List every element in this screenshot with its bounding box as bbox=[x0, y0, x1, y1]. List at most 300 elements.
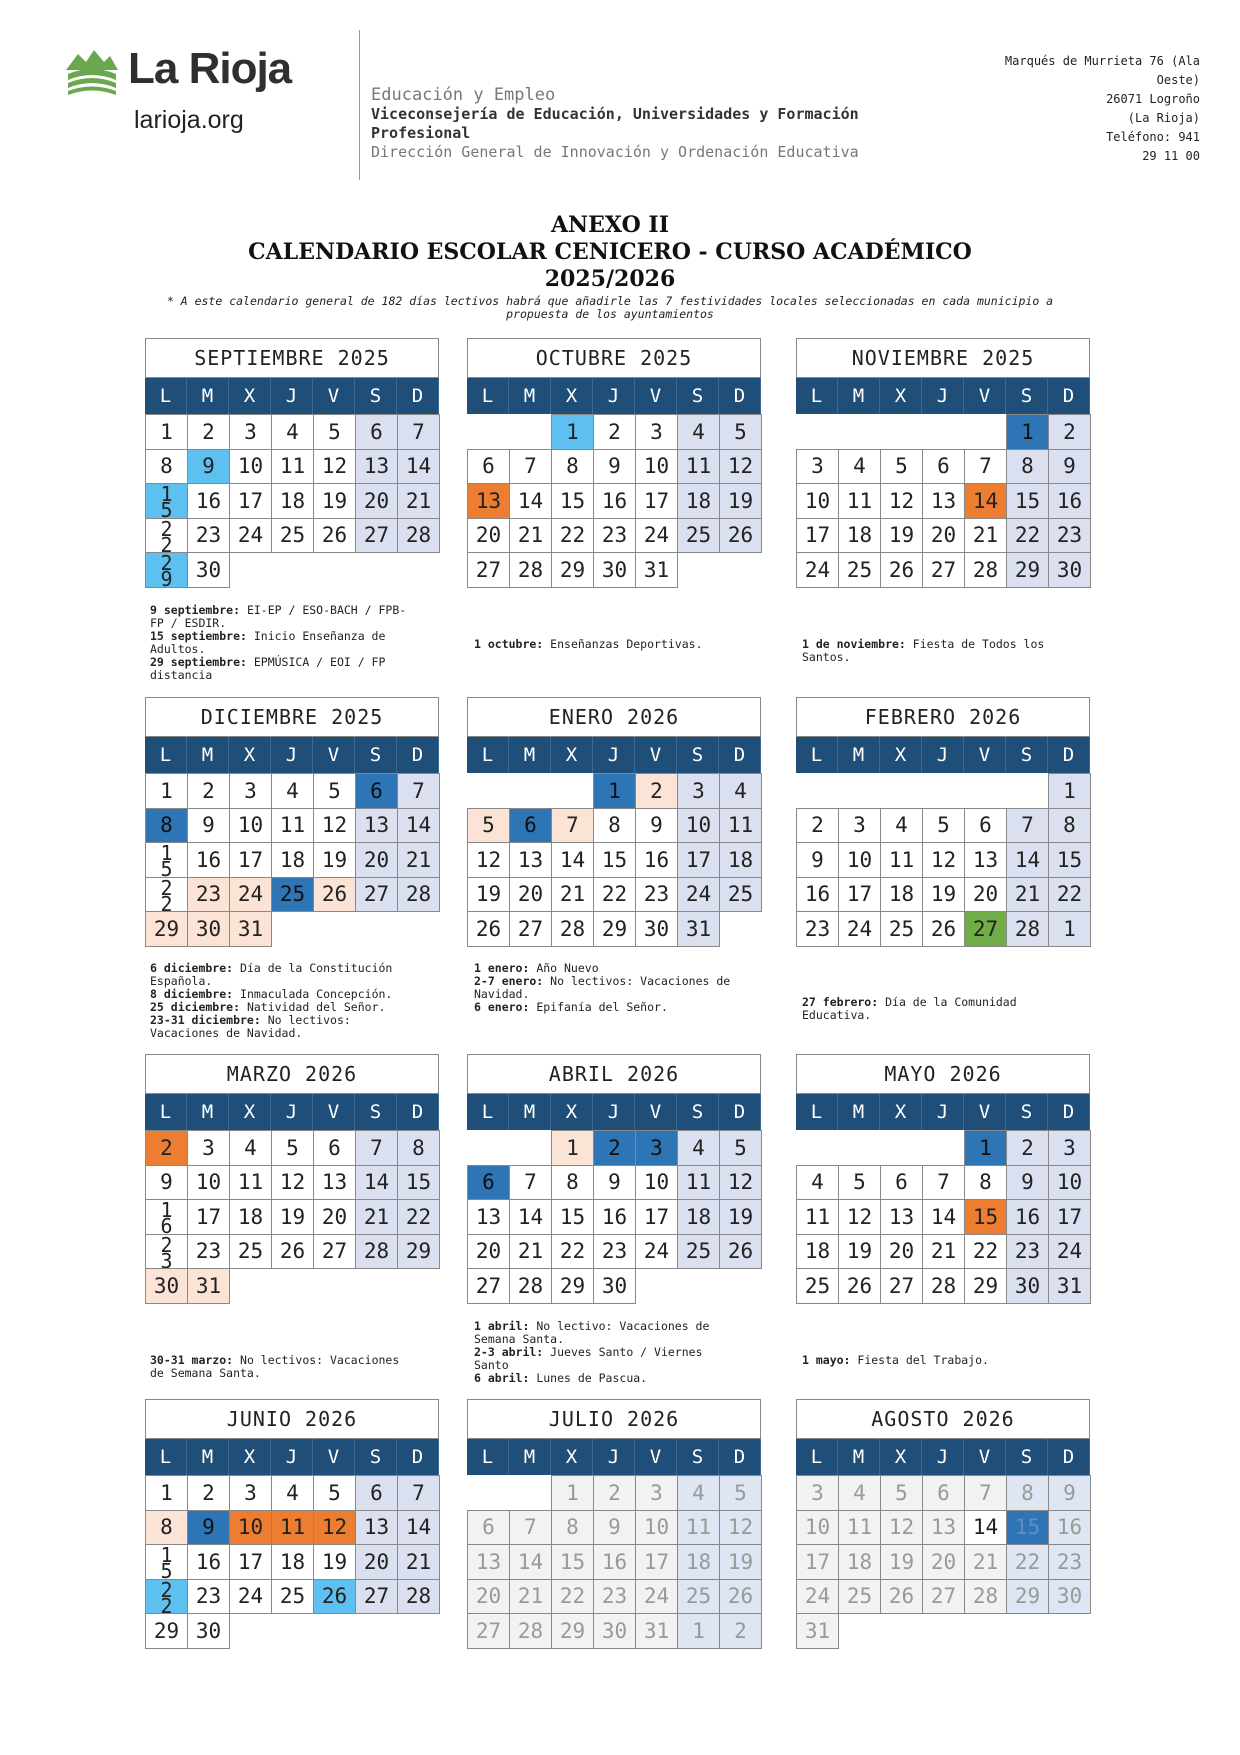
day-cell: 22 bbox=[1006, 518, 1049, 554]
weekday-header: M bbox=[187, 1439, 229, 1475]
day-cell: 7 bbox=[551, 808, 594, 844]
day-cell: 3 bbox=[1048, 1130, 1091, 1166]
note-date: 30-31 marzo: bbox=[150, 1353, 234, 1367]
empty-cell bbox=[964, 414, 1007, 450]
day-cell: 6 bbox=[880, 1165, 923, 1201]
day-cell: 20 bbox=[880, 1234, 923, 1270]
note-date: 1 octubre: bbox=[474, 637, 544, 651]
day-cell: 14 bbox=[922, 1199, 965, 1235]
day-cell: 18 bbox=[229, 1199, 272, 1235]
day-cell: 13 bbox=[355, 1510, 398, 1546]
month-calendar bbox=[145, 697, 439, 946]
weekday-header: J bbox=[271, 1439, 313, 1475]
day-cell: 23 bbox=[593, 1234, 636, 1270]
month-calendar bbox=[796, 1054, 1090, 1303]
month-grid bbox=[796, 1439, 1090, 1648]
month-title: JUNIO 2026 bbox=[145, 1399, 439, 1439]
day-cell: 22 bbox=[593, 877, 636, 913]
day-cell: 4 bbox=[271, 414, 314, 450]
month-grid bbox=[467, 378, 761, 587]
day-cell: 8 bbox=[145, 1510, 188, 1546]
day-cell: 5 bbox=[313, 1475, 356, 1511]
day-cell: 1 6 bbox=[145, 1199, 188, 1235]
day-cell: 29 bbox=[145, 911, 188, 947]
day-cell: 30 bbox=[1006, 1268, 1049, 1304]
day-cell: 3 bbox=[796, 1475, 839, 1511]
day-cell: 27 bbox=[313, 1234, 356, 1270]
day-cell: 7 bbox=[397, 414, 440, 450]
month-calendar bbox=[796, 1399, 1090, 1648]
day-cell: 6 bbox=[355, 1475, 398, 1511]
month-notes bbox=[150, 962, 420, 1040]
weekday-header: D bbox=[1048, 737, 1090, 773]
day-cell: 1 5 bbox=[145, 1544, 188, 1580]
day-cell: 27 bbox=[467, 1613, 510, 1649]
day-cell: 4 bbox=[838, 449, 881, 485]
day-cell: 30 bbox=[593, 552, 636, 588]
day-cell: 12 bbox=[313, 449, 356, 485]
day-cell: 11 bbox=[838, 1510, 881, 1546]
day-cell: 21 bbox=[551, 877, 594, 913]
day-cell: 19 bbox=[719, 483, 762, 519]
note-date: 23-31 diciembre: bbox=[150, 1013, 261, 1027]
day-cell: 27 bbox=[964, 911, 1007, 947]
day-cell: 3 bbox=[635, 1130, 678, 1166]
weekday-header: X bbox=[229, 1439, 271, 1475]
note-line bbox=[150, 656, 420, 682]
day-cell: 9 bbox=[187, 808, 230, 844]
day-cell: 4 bbox=[229, 1130, 272, 1166]
day-cell: 14 bbox=[397, 1510, 440, 1546]
day-cell: 10 bbox=[838, 842, 881, 878]
day-cell: 24 bbox=[796, 552, 839, 588]
dept-line-3: Dirección General de Innovación y Ordenación Educativa bbox=[371, 143, 859, 161]
weekday-header: X bbox=[551, 737, 593, 773]
day-cell: 10 bbox=[635, 449, 678, 485]
weekday-header: J bbox=[593, 1439, 635, 1475]
day-cell: 13 bbox=[467, 1199, 510, 1235]
empty-cell bbox=[467, 773, 510, 809]
day-cell: 15 bbox=[593, 842, 636, 878]
day-cell: 11 bbox=[796, 1199, 839, 1235]
day-cell: 9 bbox=[187, 449, 230, 485]
day-cell: 4 bbox=[271, 1475, 314, 1511]
day-cell: 2 bbox=[1048, 414, 1091, 450]
day-cell: 25 bbox=[271, 518, 314, 554]
day-cell: 27 bbox=[880, 1268, 923, 1304]
day-cell: 17 bbox=[229, 842, 272, 878]
empty-cell bbox=[509, 1475, 552, 1511]
day-cell: 19 bbox=[719, 1544, 762, 1580]
empty-cell bbox=[467, 1475, 510, 1511]
day-cell: 1 bbox=[593, 773, 636, 809]
day-cell: 9 bbox=[187, 1510, 230, 1546]
day-cell: 19 bbox=[880, 1544, 923, 1580]
month-grid bbox=[145, 1439, 439, 1648]
day-cell: 7 bbox=[509, 449, 552, 485]
weekday-header: V bbox=[313, 737, 355, 773]
day-cell: 18 bbox=[880, 877, 923, 913]
weekday-header: L bbox=[145, 378, 187, 414]
weekday-header: J bbox=[922, 378, 964, 414]
month-notes bbox=[474, 1320, 744, 1385]
day-cell: 17 bbox=[796, 1544, 839, 1580]
note-line bbox=[802, 638, 1072, 664]
day-cell: 16 bbox=[187, 483, 230, 519]
weekday-header: X bbox=[551, 378, 593, 414]
day-cell: 3 bbox=[187, 1130, 230, 1166]
weekday-header: S bbox=[1006, 1439, 1048, 1475]
logo-name: La Rioja bbox=[128, 44, 292, 93]
day-cell: 7 bbox=[509, 1165, 552, 1201]
day-cell: 7 bbox=[397, 773, 440, 809]
day-cell: 8 bbox=[145, 449, 188, 485]
weekday-header: L bbox=[796, 1094, 838, 1130]
day-cell: 5 bbox=[313, 773, 356, 809]
day-cell: 1 bbox=[551, 414, 594, 450]
day-cell: 23 bbox=[635, 877, 678, 913]
weekday-header: S bbox=[1006, 1094, 1048, 1130]
day-cell: 16 bbox=[593, 483, 636, 519]
day-cell: 17 bbox=[1048, 1199, 1091, 1235]
note-text: No lectivos: Vacaciones de Semana Santa. bbox=[150, 1353, 400, 1380]
note-date: 15 septiembre: bbox=[150, 629, 247, 643]
day-cell: 17 bbox=[677, 842, 720, 878]
weekday-header: M bbox=[509, 737, 551, 773]
day-cell: 16 bbox=[187, 842, 230, 878]
day-cell: 21 bbox=[964, 1544, 1007, 1580]
day-cell: 20 bbox=[509, 877, 552, 913]
day-cell: 12 bbox=[719, 1510, 762, 1546]
note-text: No lectivos: Vacaciones de Navidad. bbox=[474, 974, 731, 1001]
day-cell: 23 bbox=[796, 911, 839, 947]
weekday-header: X bbox=[551, 1094, 593, 1130]
day-cell: 12 bbox=[271, 1165, 314, 1201]
day-cell: 6 bbox=[313, 1130, 356, 1166]
day-cell: 31 bbox=[677, 911, 720, 947]
dept-line-2: Viceconsejería de Educación, Universidades y Formación Profesional bbox=[371, 105, 859, 142]
day-cell: 6 bbox=[964, 808, 1007, 844]
day-cell: 16 bbox=[1006, 1199, 1049, 1235]
weekday-header: V bbox=[635, 737, 677, 773]
day-cell: 26 bbox=[719, 518, 762, 554]
weekday-header: D bbox=[1048, 378, 1090, 414]
day-cell: 14 bbox=[509, 1199, 552, 1235]
note-date: 2-7 enero: bbox=[474, 974, 544, 988]
day-cell: 30 bbox=[1048, 1579, 1091, 1615]
day-cell: 5 bbox=[880, 1475, 923, 1511]
day-cell: 28 bbox=[509, 1268, 552, 1304]
note-date: 1 mayo: bbox=[802, 1353, 851, 1367]
month-title: NOVIEMBRE 2025 bbox=[796, 338, 1090, 378]
month-grid bbox=[796, 378, 1090, 587]
day-cell: 18 bbox=[271, 1544, 314, 1580]
day-cell: 29 bbox=[551, 552, 594, 588]
month-title: FEBRERO 2026 bbox=[796, 697, 1090, 737]
day-cell: 4 bbox=[677, 414, 720, 450]
note-text: No lectivos: Vacaciones de Navidad. bbox=[150, 1013, 351, 1040]
day-cell: 23 bbox=[187, 1579, 230, 1615]
day-cell: 11 bbox=[880, 842, 923, 878]
weekday-header: V bbox=[635, 1439, 677, 1475]
day-cell: 31 bbox=[1048, 1268, 1091, 1304]
day-cell: 7 bbox=[1006, 808, 1049, 844]
day-cell: 20 bbox=[964, 877, 1007, 913]
note-text: Día de la Constitución Española. bbox=[150, 961, 393, 988]
weekday-header: L bbox=[467, 737, 509, 773]
day-cell: 14 bbox=[964, 483, 1007, 519]
day-cell: 8 bbox=[1048, 808, 1091, 844]
day-cell: 13 bbox=[964, 842, 1007, 878]
day-cell: 27 bbox=[467, 552, 510, 588]
day-cell: 23 bbox=[593, 1579, 636, 1615]
day-cell: 13 bbox=[922, 483, 965, 519]
day-cell: 2 bbox=[593, 414, 636, 450]
weekday-header: V bbox=[964, 1094, 1006, 1130]
day-cell: 31 bbox=[229, 911, 272, 947]
weekday-header: M bbox=[187, 1094, 229, 1130]
weekday-header: V bbox=[964, 378, 1006, 414]
month-grid bbox=[145, 737, 439, 946]
day-cell: 26 bbox=[880, 1579, 923, 1615]
mountain-logo-icon bbox=[64, 46, 120, 96]
day-cell: 22 bbox=[1006, 1544, 1049, 1580]
weekday-header: M bbox=[838, 378, 880, 414]
weekday-header: X bbox=[880, 1439, 922, 1475]
day-cell: 13 bbox=[509, 842, 552, 878]
weekday-header: V bbox=[635, 1094, 677, 1130]
day-cell: 25 bbox=[271, 877, 314, 913]
note-date: 27 febrero: bbox=[802, 995, 879, 1009]
day-cell: 16 bbox=[796, 877, 839, 913]
day-cell: 2 bbox=[187, 414, 230, 450]
weekday-header: M bbox=[838, 737, 880, 773]
day-cell: 14 bbox=[355, 1165, 398, 1201]
day-cell: 10 bbox=[187, 1165, 230, 1201]
day-cell: 7 bbox=[922, 1165, 965, 1201]
day-cell: 23 bbox=[1048, 518, 1091, 554]
address-line: (La Rioja) bbox=[1127, 111, 1200, 125]
day-cell: 10 bbox=[635, 1165, 678, 1201]
day-cell: 1 bbox=[1048, 911, 1091, 947]
day-cell: 15 bbox=[1048, 842, 1091, 878]
day-cell: 29 bbox=[593, 911, 636, 947]
address-block bbox=[960, 52, 1200, 166]
address-line: Teléfono: 941 bbox=[1106, 130, 1200, 144]
empty-cell bbox=[964, 773, 1007, 809]
day-cell: 20 bbox=[355, 1544, 398, 1580]
month-notes bbox=[150, 604, 420, 682]
day-cell: 16 bbox=[593, 1544, 636, 1580]
title-line-2: CALENDARIO ESCOLAR CENICERO - CURSO ACADÉMICO bbox=[248, 239, 972, 265]
day-cell: 13 bbox=[355, 449, 398, 485]
empty-cell bbox=[509, 414, 552, 450]
weekday-header: D bbox=[719, 1094, 761, 1130]
month-grid bbox=[796, 737, 1090, 946]
day-cell: 24 bbox=[229, 518, 272, 554]
day-cell: 29 bbox=[551, 1613, 594, 1649]
day-cell: 2 bbox=[187, 773, 230, 809]
day-cell: 23 bbox=[1048, 1544, 1091, 1580]
day-cell: 2 2 bbox=[145, 877, 188, 913]
empty-cell bbox=[796, 414, 839, 450]
day-cell: 11 bbox=[677, 1510, 720, 1546]
day-cell: 10 bbox=[796, 1510, 839, 1546]
month-title: ENERO 2026 bbox=[467, 697, 761, 737]
day-cell: 4 bbox=[677, 1130, 720, 1166]
day-cell: 25 bbox=[677, 1579, 720, 1615]
day-cell: 18 bbox=[838, 1544, 881, 1580]
day-cell: 17 bbox=[635, 483, 678, 519]
day-cell: 27 bbox=[355, 1579, 398, 1615]
day-cell: 19 bbox=[313, 842, 356, 878]
day-cell: 20 bbox=[467, 1234, 510, 1270]
day-cell: 18 bbox=[838, 518, 881, 554]
day-cell: 3 bbox=[796, 449, 839, 485]
note-text: Lunes de Pascua. bbox=[529, 1371, 648, 1385]
day-cell: 8 bbox=[145, 808, 188, 844]
la-rioja-logo bbox=[64, 44, 304, 144]
day-cell: 6 bbox=[355, 414, 398, 450]
day-cell: 25 bbox=[677, 1234, 720, 1270]
note-text: Fiesta de Todos los Santos. bbox=[802, 637, 1045, 664]
title-note: * A este calendario general de 182 días lectivos habrá que añadirle las 7 festividades locales seleccionadas en cada municipio a propuesta de los ayuntamientos bbox=[166, 294, 1054, 321]
day-cell: 11 bbox=[271, 449, 314, 485]
day-cell: 23 bbox=[593, 518, 636, 554]
day-cell: 3 bbox=[229, 414, 272, 450]
day-cell: 26 bbox=[719, 1234, 762, 1270]
month-notes bbox=[474, 962, 744, 1014]
month-title: ABRIL 2026 bbox=[467, 1054, 761, 1094]
weekday-header: S bbox=[677, 1439, 719, 1475]
weekday-header: S bbox=[677, 737, 719, 773]
month-grid bbox=[467, 1439, 761, 1648]
day-cell: 23 bbox=[1006, 1234, 1049, 1270]
day-cell: 1 bbox=[145, 1475, 188, 1511]
day-cell: 4 bbox=[719, 773, 762, 809]
day-cell: 7 bbox=[355, 1130, 398, 1166]
note-line bbox=[474, 1372, 744, 1385]
day-cell: 22 bbox=[551, 518, 594, 554]
weekday-header: J bbox=[593, 378, 635, 414]
empty-cell bbox=[796, 773, 839, 809]
day-cell: 25 bbox=[838, 552, 881, 588]
month-title: JULIO 2026 bbox=[467, 1399, 761, 1439]
day-cell: 20 bbox=[922, 1544, 965, 1580]
weekday-header: S bbox=[677, 378, 719, 414]
day-cell: 19 bbox=[719, 1199, 762, 1235]
month-calendar bbox=[467, 1054, 761, 1303]
day-cell: 5 bbox=[719, 1475, 762, 1511]
empty-cell bbox=[922, 1130, 965, 1166]
day-cell: 24 bbox=[635, 1579, 678, 1615]
day-cell: 2 bbox=[187, 1475, 230, 1511]
weekday-header: M bbox=[509, 378, 551, 414]
day-cell: 30 bbox=[593, 1268, 636, 1304]
day-cell: 22 bbox=[1048, 877, 1091, 913]
day-cell: 28 bbox=[397, 518, 440, 554]
day-cell: 24 bbox=[635, 1234, 678, 1270]
day-cell: 10 bbox=[796, 483, 839, 519]
day-cell: 5 bbox=[719, 414, 762, 450]
day-cell: 2 bbox=[1006, 1130, 1049, 1166]
day-cell: 10 bbox=[1048, 1165, 1091, 1201]
day-cell: 29 bbox=[1006, 552, 1049, 588]
day-cell: 8 bbox=[1006, 449, 1049, 485]
weekday-header: D bbox=[397, 737, 439, 773]
weekday-header: D bbox=[719, 378, 761, 414]
weekday-header: L bbox=[145, 737, 187, 773]
note-date: 8 diciembre: bbox=[150, 987, 234, 1001]
day-cell: 17 bbox=[187, 1199, 230, 1235]
weekday-header: X bbox=[229, 737, 271, 773]
day-cell: 17 bbox=[796, 518, 839, 554]
day-cell: 15 bbox=[1006, 483, 1049, 519]
note-text: Inicio Enseñanza de Adultos. bbox=[150, 629, 386, 656]
day-cell: 17 bbox=[229, 1544, 272, 1580]
note-date: 1 de noviembre: bbox=[802, 637, 906, 651]
month-notes bbox=[802, 1354, 1072, 1367]
note-date: 1 enero: bbox=[474, 961, 530, 975]
weekday-header: M bbox=[187, 737, 229, 773]
department-info bbox=[371, 86, 919, 162]
empty-cell bbox=[1006, 773, 1049, 809]
day-cell: 7 bbox=[509, 1510, 552, 1546]
day-cell: 10 bbox=[229, 1510, 272, 1546]
empty-cell bbox=[880, 1130, 923, 1166]
weekday-header: D bbox=[1048, 1094, 1090, 1130]
note-text: Jueves Santo / Viernes Santo bbox=[474, 1345, 703, 1372]
day-cell: 24 bbox=[796, 1579, 839, 1615]
logo-url[interactable]: larioja.org bbox=[134, 106, 244, 134]
day-cell: 25 bbox=[838, 1579, 881, 1615]
day-cell: 4 bbox=[838, 1475, 881, 1511]
day-cell: 17 bbox=[635, 1199, 678, 1235]
day-cell: 19 bbox=[922, 877, 965, 913]
weekday-header: S bbox=[355, 1439, 397, 1475]
title-line-3: 2025/2026 bbox=[544, 266, 676, 292]
day-cell: 21 bbox=[964, 518, 1007, 554]
weekday-header: X bbox=[229, 1094, 271, 1130]
weekday-header: S bbox=[677, 1094, 719, 1130]
day-cell: 20 bbox=[355, 483, 398, 519]
day-cell: 10 bbox=[229, 449, 272, 485]
month-title: DICIEMBRE 2025 bbox=[145, 697, 439, 737]
day-cell: 1 bbox=[1006, 414, 1049, 450]
note-date: 6 enero: bbox=[474, 1000, 530, 1014]
day-cell: 13 bbox=[313, 1165, 356, 1201]
day-cell: 21 bbox=[397, 483, 440, 519]
weekday-header: L bbox=[796, 1439, 838, 1475]
day-cell: 29 bbox=[1006, 1579, 1049, 1615]
day-cell: 2 bbox=[145, 1130, 188, 1166]
weekday-header: M bbox=[187, 378, 229, 414]
day-cell: 17 bbox=[635, 1544, 678, 1580]
day-cell: 28 bbox=[922, 1268, 965, 1304]
day-cell: 26 bbox=[271, 1234, 314, 1270]
day-cell: 18 bbox=[271, 842, 314, 878]
day-cell: 15 bbox=[551, 1544, 594, 1580]
month-calendar bbox=[796, 697, 1090, 946]
weekday-header: D bbox=[719, 1439, 761, 1475]
day-cell: 13 bbox=[467, 1544, 510, 1580]
weekday-header: L bbox=[467, 378, 509, 414]
day-cell: 19 bbox=[880, 518, 923, 554]
day-cell: 30 bbox=[635, 911, 678, 947]
day-cell: 14 bbox=[509, 483, 552, 519]
day-cell: 31 bbox=[635, 552, 678, 588]
day-cell: 5 bbox=[271, 1130, 314, 1166]
